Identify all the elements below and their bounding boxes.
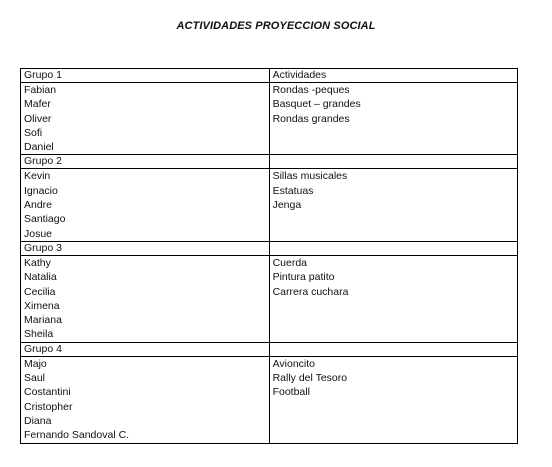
members-cell <box>21 356 270 443</box>
activity-name: Cuerda <box>272 256 308 269</box>
group-body-row <box>21 83 518 155</box>
group-name: Grupo 1 <box>21 69 270 83</box>
empty-cell <box>269 241 517 255</box>
group-name: Grupo 3 <box>21 241 270 255</box>
activity-name: Basquet – grandes <box>272 98 361 111</box>
group-body-row <box>21 356 518 443</box>
group-name: Grupo 2 <box>21 155 270 169</box>
activities-cell <box>269 255 517 342</box>
group-header-row <box>21 155 518 169</box>
empty-cell <box>269 342 517 356</box>
member-name: Kathy <box>24 256 51 269</box>
member-name: Saul <box>24 372 46 385</box>
group-header-row <box>21 69 518 83</box>
member-name: Cristopher <box>24 400 73 413</box>
member-name: Ignacio <box>24 184 58 197</box>
activity-name: Football <box>272 386 310 399</box>
member-name: Costantini <box>24 386 71 399</box>
member-name: Sheila <box>24 328 54 341</box>
member-name: Kevin <box>24 170 51 183</box>
activities-header: Actividades <box>269 69 517 83</box>
group-name: Grupo 4 <box>21 342 270 356</box>
member-name: Ximena <box>24 299 60 312</box>
member-name: Fernando Sandoval C. <box>24 429 130 442</box>
activities-cell <box>269 356 517 443</box>
member-name: Cecilia <box>24 285 56 298</box>
member-name: Natalia <box>24 271 57 284</box>
activity-name: Rondas grandes <box>272 112 350 125</box>
activity-name: Rondas -peques <box>272 84 350 96</box>
empty-cell <box>269 155 517 169</box>
member-name: Fabian <box>24 84 57 96</box>
activity-name: Jenga <box>272 199 302 212</box>
members-cell <box>21 255 270 342</box>
activities-cell <box>269 83 517 155</box>
member-name: Diana <box>24 414 52 427</box>
member-name: Majo <box>24 357 47 370</box>
activities-cell <box>269 169 517 241</box>
activity-name: Rally del Tesoro <box>272 372 348 385</box>
activity-name: Sillas musicales <box>272 170 348 183</box>
group-header-row <box>21 342 518 356</box>
member-name: Andre <box>24 199 53 212</box>
document-title: ACTIVIDADES PROYECCION SOCIAL <box>176 20 376 32</box>
member-name: Daniel <box>24 141 54 154</box>
member-name: Sofi <box>24 126 43 139</box>
member-name: Santiago <box>24 213 66 226</box>
activities-table <box>20 68 518 444</box>
group-body-row <box>21 169 518 241</box>
members-cell <box>21 83 270 155</box>
group-header-row <box>21 241 518 255</box>
activity-name: Carrera cuchara <box>272 285 349 298</box>
group-body-row <box>21 255 518 342</box>
member-name: Josue <box>24 227 53 240</box>
members-cell <box>21 169 270 241</box>
member-name: Mafer <box>24 98 51 111</box>
activity-name: Estatuas <box>272 184 314 197</box>
member-name: Mariana <box>24 314 62 327</box>
activity-name: Avioncito <box>272 357 315 370</box>
member-name: Oliver <box>24 112 52 125</box>
activity-name: Pintura patito <box>272 271 335 284</box>
